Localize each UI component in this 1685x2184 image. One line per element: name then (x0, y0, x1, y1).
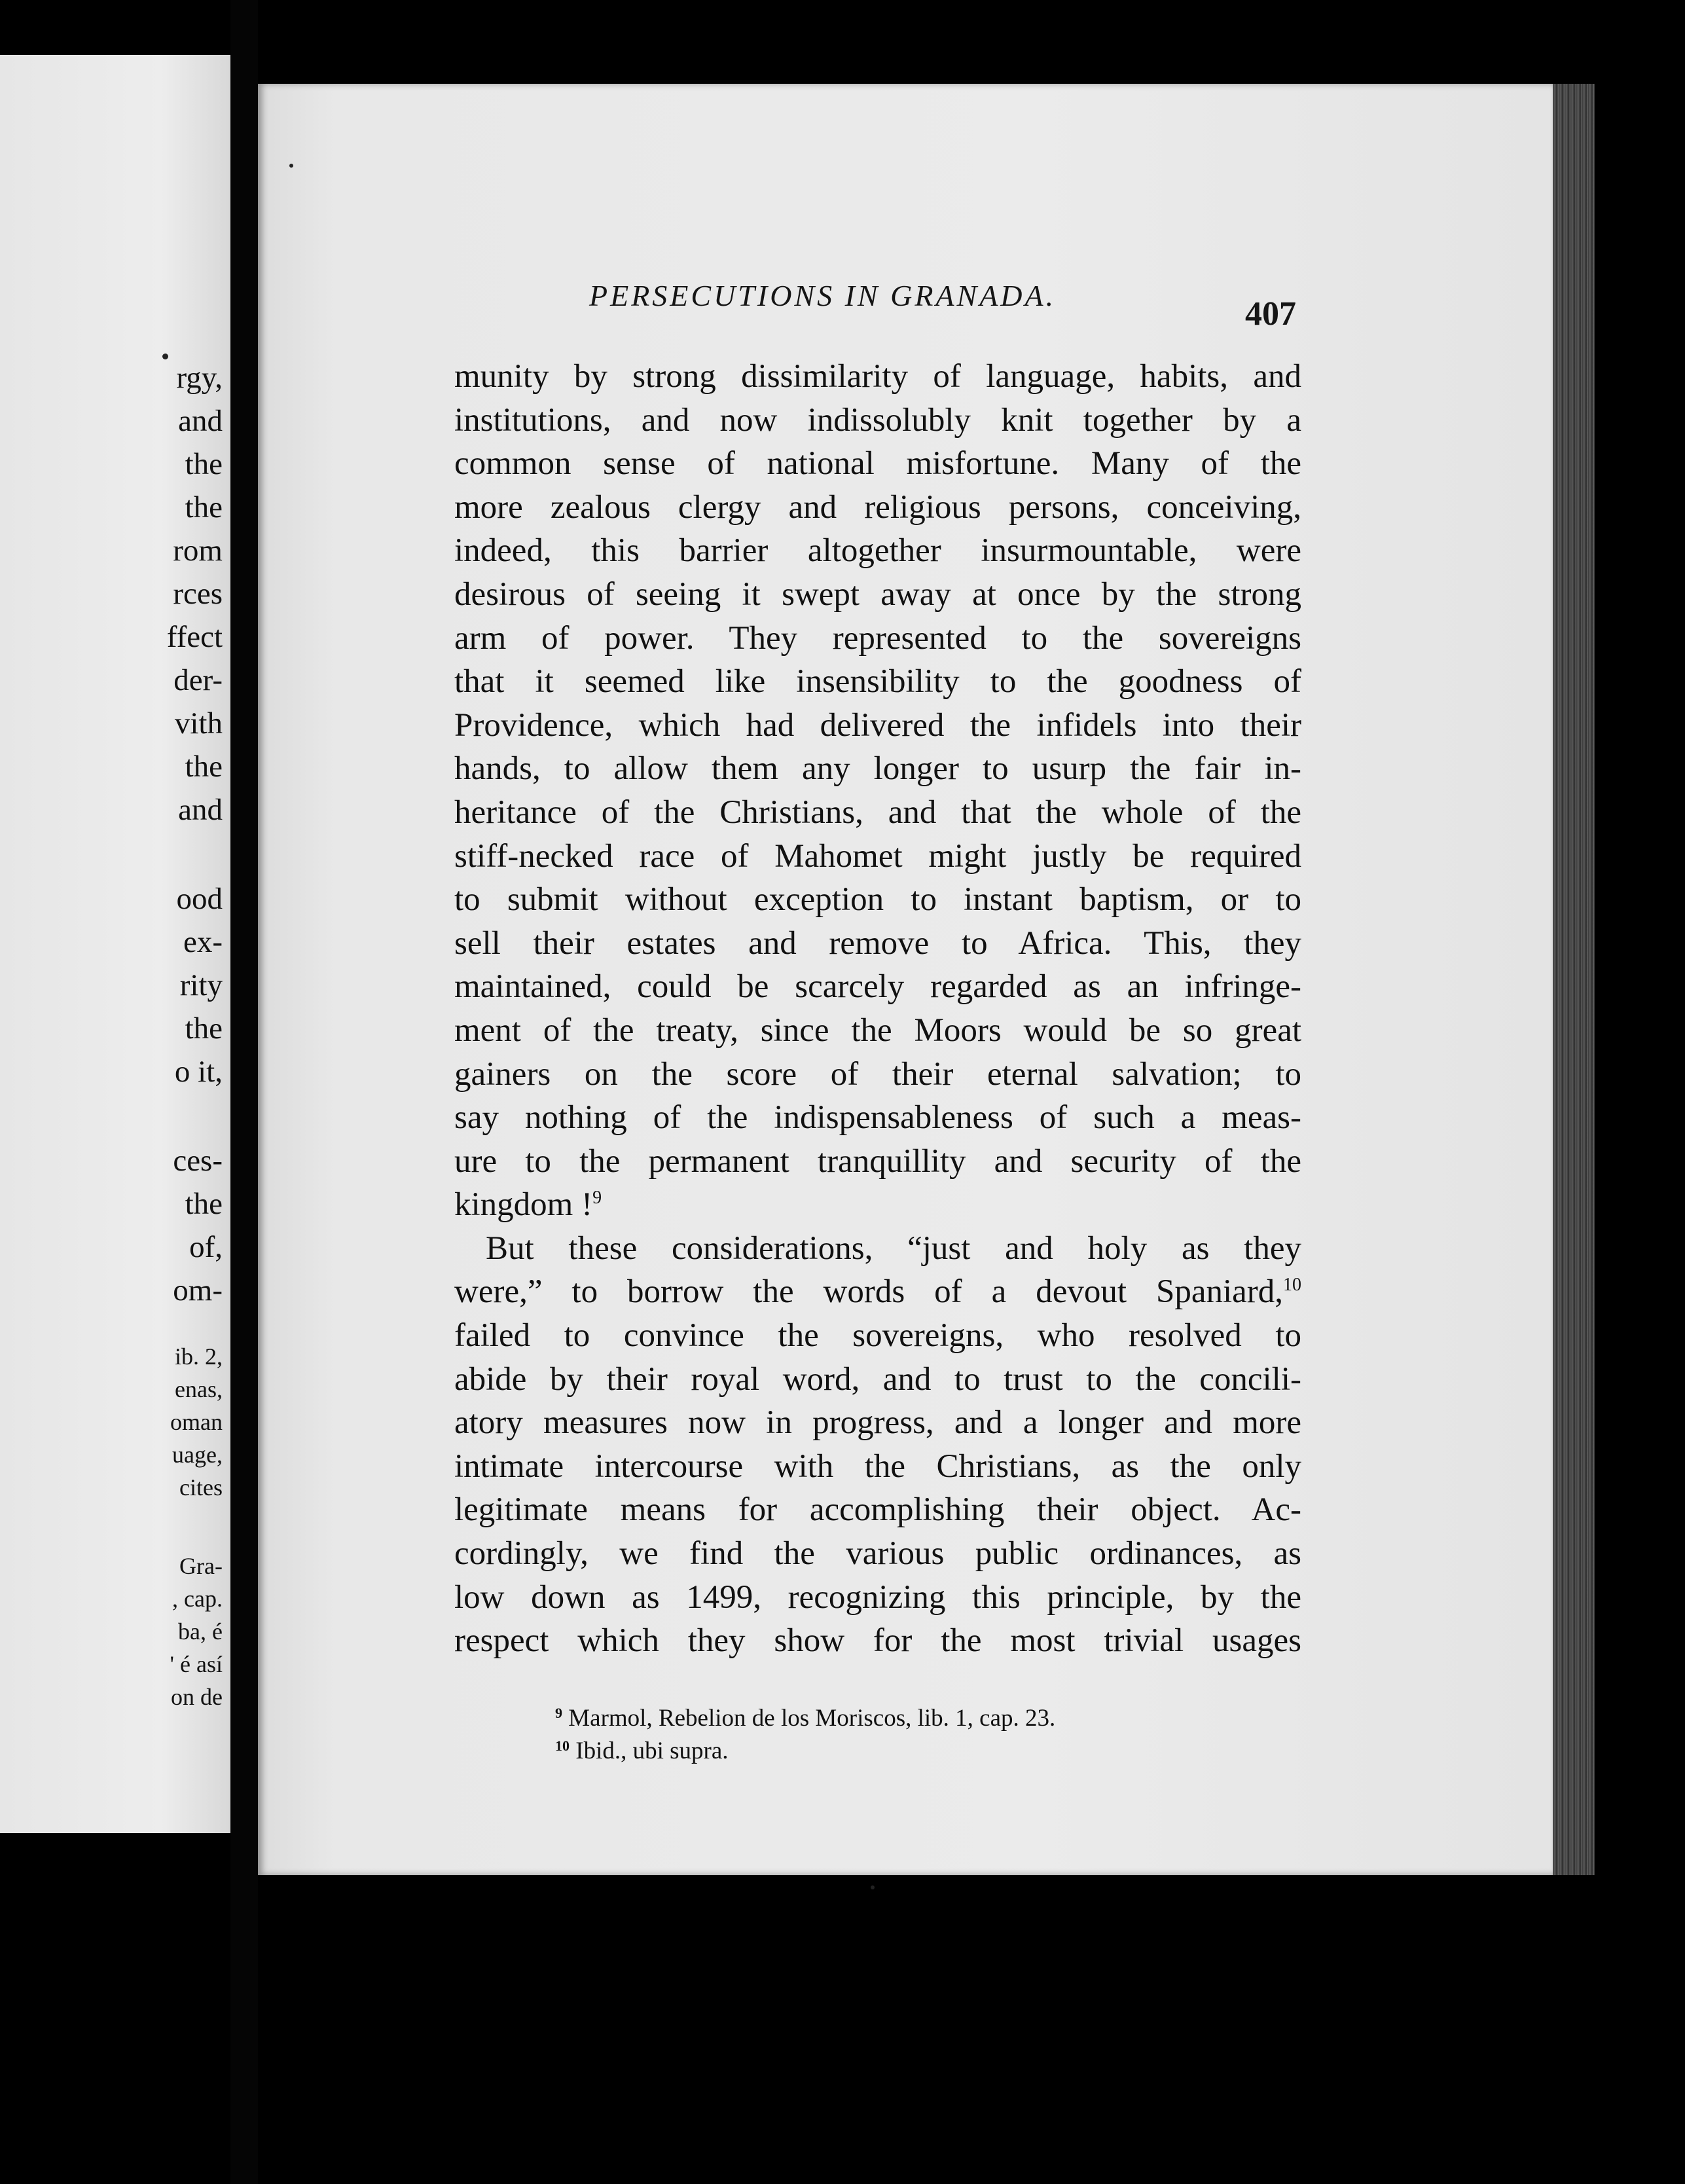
text-line: intimate intercourse with the Christians, as the only (454, 1447, 1301, 1485)
left-page-line: ex- (183, 925, 223, 959)
footnote-mark: 10 (555, 1738, 570, 1754)
left-page-line: ces- (173, 1144, 223, 1178)
left-page-fragment (0, 55, 230, 1833)
dust-speck (871, 1885, 875, 1889)
text-line: that it seemed like insensibility to the goodness of (454, 663, 1301, 701)
left-page-line: rity (179, 968, 223, 1002)
left-page-line: ffect (166, 620, 223, 654)
footnote-mark: 9 (555, 1705, 562, 1721)
left-page-line: rgy, (176, 361, 223, 395)
left-page-note-line: Gra- (179, 1553, 223, 1579)
left-page-note-line: cites (179, 1474, 223, 1501)
left-page-line: der- (173, 663, 223, 697)
left-page-line: vith (174, 706, 223, 740)
footnote-text: Marmol, Rebelion de los Moriscos, lib. 1, cap. 23. (568, 1705, 1056, 1732)
footnotes (555, 1702, 1275, 1768)
dust-speck (289, 164, 293, 168)
left-page-line: the (185, 1187, 223, 1221)
left-page-note-line: on de (171, 1684, 223, 1710)
left-page-line: the (185, 750, 223, 784)
text-line: hands, to allow them any longer to usurp the fair in- (454, 750, 1301, 788)
text-line: munity by strong dissimilarity of language, habits, and (454, 358, 1301, 395)
text-line: low down as 1499, recognizing this principle, by the (454, 1578, 1301, 1616)
page-number: 407 (1245, 295, 1296, 333)
text-line: respect which they show for the most trivial usages (454, 1622, 1301, 1660)
text-line: desirous of seeing it swept away at once by the strong (454, 575, 1301, 613)
text-line: maintained, could be scarcely regarded as an infringe- (454, 968, 1301, 1006)
left-page-note-line: ib. 2, (174, 1343, 223, 1370)
body-text (454, 355, 1301, 1663)
dust-speck (162, 354, 168, 359)
text-line: ment of the treaty, since the Moors would be so great (454, 1011, 1301, 1049)
left-page-line: and (178, 404, 223, 438)
footnote (555, 1702, 1275, 1735)
text-line: abide by their royal word, and to trust to the concili- (454, 1360, 1301, 1398)
page-edge (1553, 84, 1595, 1875)
left-page-note-line: oman (170, 1409, 223, 1435)
left-page-line: the (185, 490, 223, 524)
text-line: to submit without exception to instant baptism, or to (454, 881, 1301, 919)
text-line: stiff-necked race of Mahomet might justly be required (454, 837, 1301, 875)
text-line: sell their estates and remove to Africa. This, they (454, 924, 1301, 962)
text-line: heritance of the Christians, and that the whole of the (454, 793, 1301, 831)
text-line: say nothing of the indispensableness of such a meas- (454, 1099, 1301, 1137)
text-line: legitimate means for accomplishing their object. Ac- (454, 1491, 1301, 1529)
text-line (454, 1183, 1301, 1227)
left-page-line: rces (173, 577, 223, 611)
footnote-ref: 9 (592, 1188, 602, 1209)
left-page-line: the (185, 1011, 223, 1046)
text-line: institutions, and now indissolubly knit together by a (454, 401, 1301, 439)
text-line (454, 1270, 1301, 1314)
left-page-line: ood (176, 882, 223, 916)
footnote (555, 1735, 1275, 1768)
left-page-note-line: ' é así (170, 1651, 223, 1677)
book-gutter (230, 0, 258, 2184)
left-page-note-line: , cap. (172, 1586, 223, 1612)
text-line: more zealous clergy and religious persons, conceiving, (454, 488, 1301, 526)
text-line: cordingly, we find the various public ordinances, as (454, 1535, 1301, 1573)
text-line: common sense of national misfortune. Many of the (454, 445, 1301, 482)
left-page-line: of, (189, 1230, 223, 1264)
left-page-note-line: ba, é (178, 1618, 223, 1645)
text-line: ure to the permanent tranquillity and security of the (454, 1142, 1301, 1180)
left-page-line: rom (173, 534, 223, 568)
left-page-line: and (178, 793, 223, 827)
text-line: But these considerations, “just and holy as they (486, 1229, 1301, 1267)
text-line-content: were,” to borrow the words of a devout Spaniard, (454, 1273, 1283, 1311)
text-line: arm of power. They represented to the sovereigns (454, 619, 1301, 657)
text-line: indeed, this barrier altogether insurmountable, were (454, 532, 1301, 570)
footnote-text: Ibid., ubi supra. (575, 1738, 729, 1764)
left-page-note-line: uage, (172, 1442, 223, 1468)
text-line-content: kingdom ! (454, 1186, 593, 1224)
text-line: Providence, which had delivered the infidels into their (454, 706, 1301, 744)
text-line: failed to convince the sovereigns, who resolved to (454, 1317, 1301, 1355)
left-page-line: the (185, 447, 223, 481)
footnote-ref: 10 (1283, 1275, 1301, 1296)
running-head: PERSECUTIONS IN GRANADA. (589, 279, 1057, 312)
left-page-note-line: enas, (175, 1376, 223, 1402)
left-page-line: o it, (174, 1055, 223, 1089)
text-line: atory measures now in progress, and a longer and more (454, 1404, 1301, 1442)
left-page-line: om- (173, 1273, 223, 1307)
text-line: gainers on the score of their eternal salvation; to (454, 1055, 1301, 1093)
